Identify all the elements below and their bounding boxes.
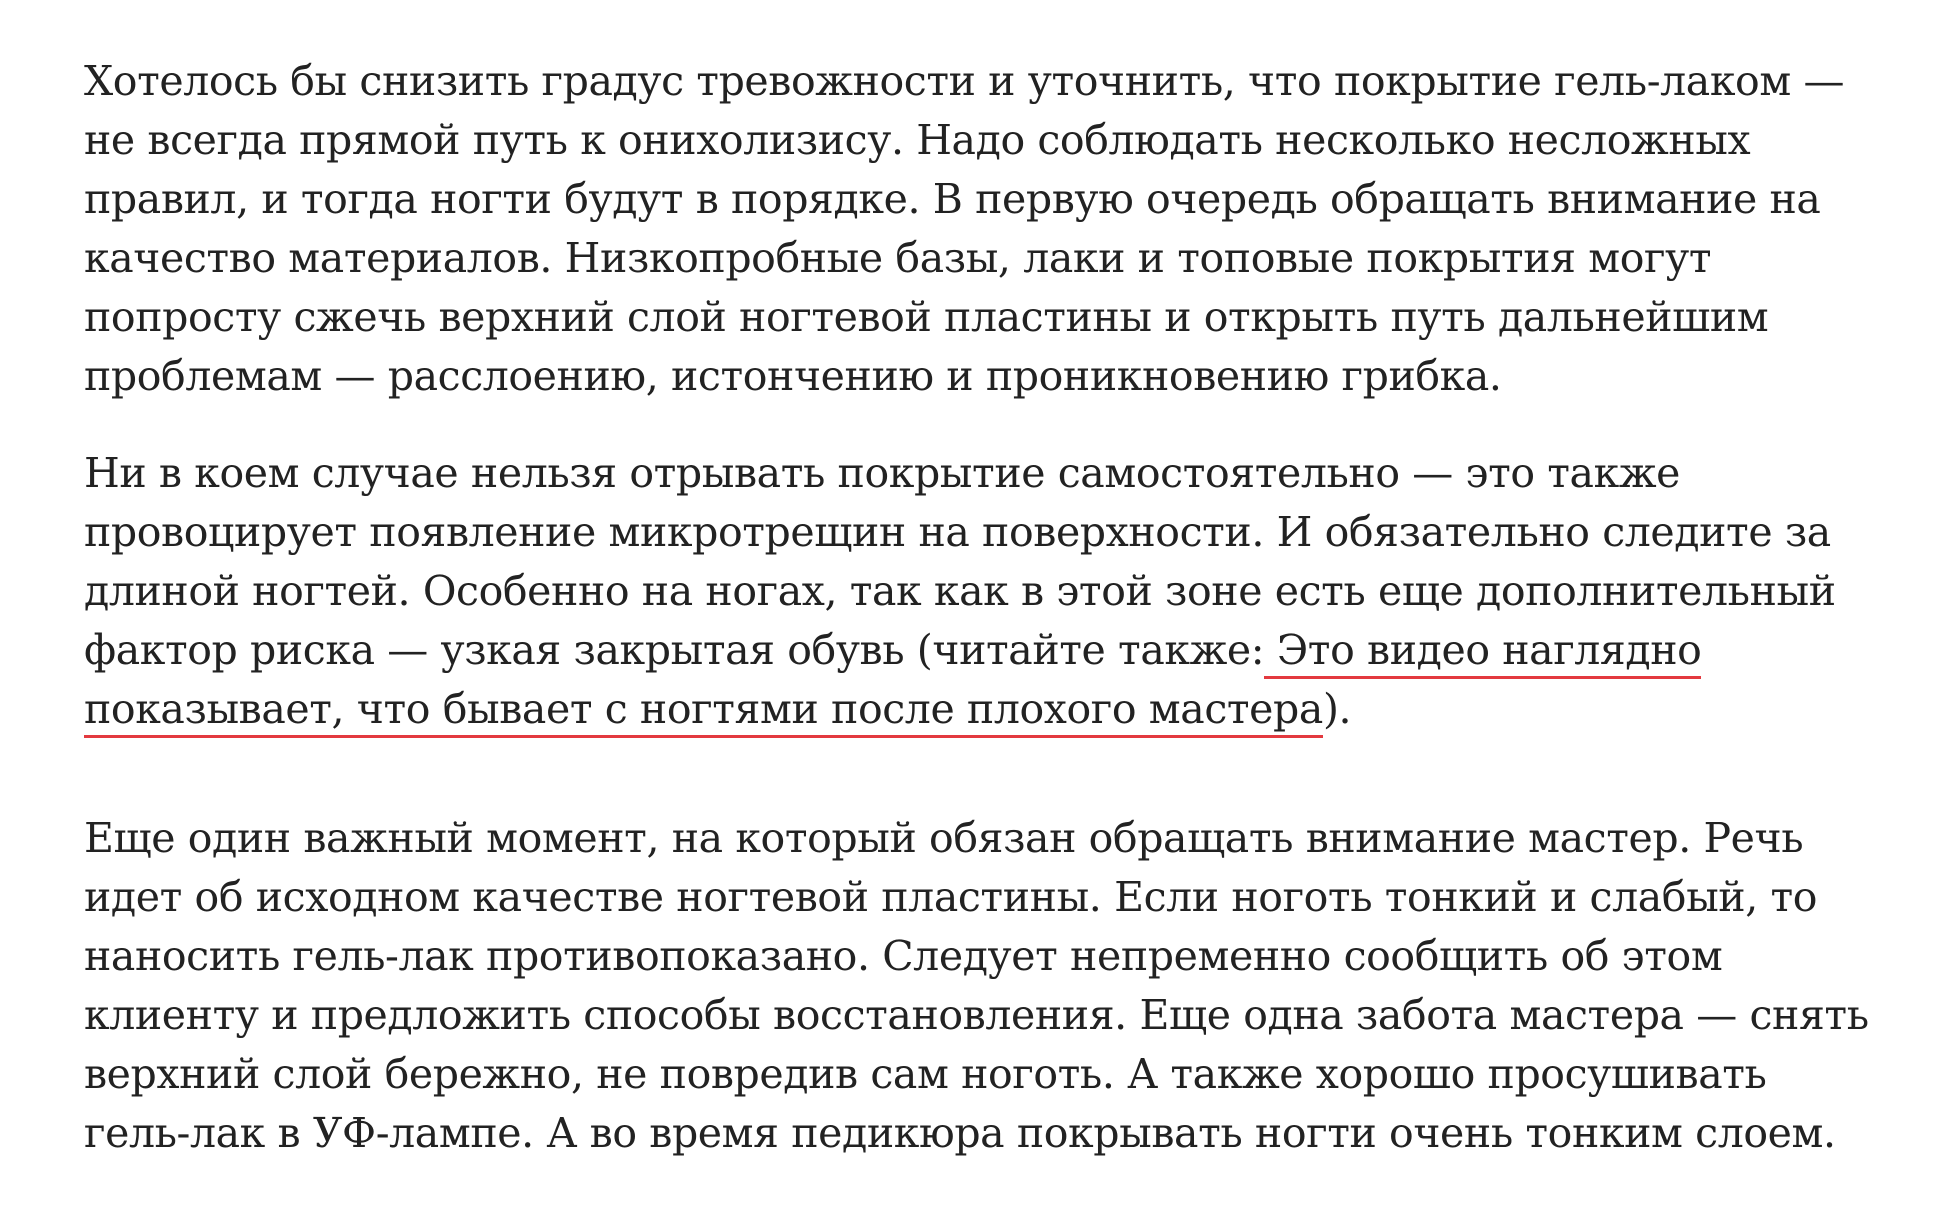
paragraph-2 [84, 444, 1884, 739]
article-body [84, 52, 1884, 1163]
paragraph-2-closing: ). [1322, 685, 1352, 733]
paragraph-1: Хотелось бы снизить градус тревожности и уточнить, что покрытие гель-лаком — не всегда прямой путь к онихолизису. Надо соблюдать несколько несложных правил, и тогда ногти будут в порядке. В первую очередь обращать внимание на качество материалов. Низкопробные базы, лаки и топовые покрытия могут попросту сжечь верхний слой ногтевой пластины и открыть путь дальнейшим проблемам — расслоению, истончению и проникновению грибка. [84, 57, 1845, 400]
paragraph-2-text: Ни в коем случае нельзя отрывать покрытие самостоятельно — это также провоцирует появление микротрещин на поверхности. И обязательно следите за длиной ногтей. Особенно на ногах, так как в этой зоне есть еще дополнительный фактор риска — узкая закрытая обувь (читайте также: [84, 449, 1836, 674]
paragraph-3: Еще один важный момент, на который обязан обращать внимание мастер. Речь идет об исходном качестве ногтевой пластины. Если ноготь тонкий и слабый, то наносить гель-лак противопоказано. Следует непременно сообщить об этом клиенту и предложить способы восстановления. Еще одна забота мастера — снять верхний слой бережно, не повредив сам ноготь. А также хорошо просушивать гель-лак в УФ-лампе. А во время педикюра покрывать ногти очень тонким слоем. [84, 814, 1869, 1157]
related-article-link[interactable]: Это видео наглядно показывает, что бывает с ногтями после плохого мастера [84, 626, 1701, 738]
